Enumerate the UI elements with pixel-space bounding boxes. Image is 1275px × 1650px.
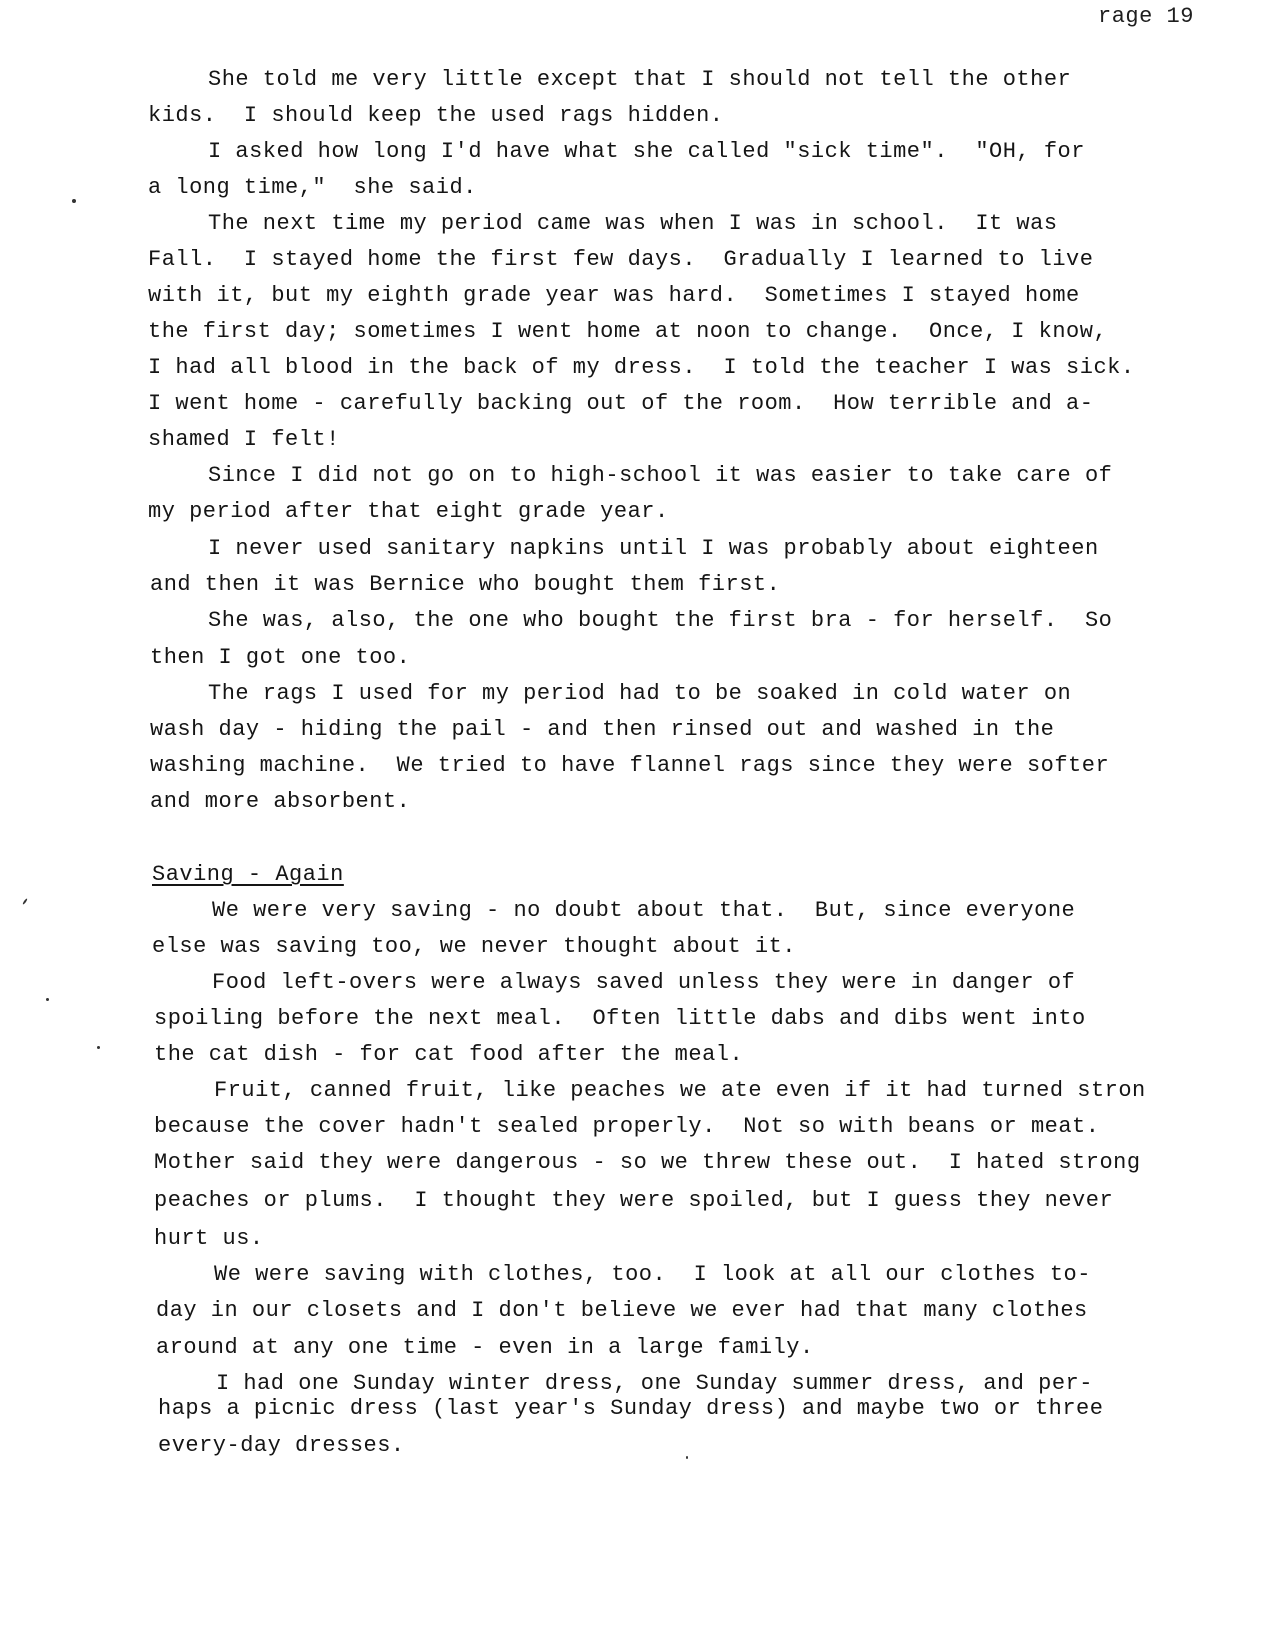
text-line: with it, but my eighth grade year was hard. Sometimes I stayed home bbox=[148, 283, 1080, 308]
text-line: my period after that eight grade year. bbox=[148, 499, 669, 524]
text-line: every-day dresses. bbox=[158, 1433, 405, 1458]
text-line: We were very saving - no doubt about that. But, since everyone bbox=[212, 898, 1076, 923]
text-line: and then it was Bernice who bought them first. bbox=[150, 572, 781, 597]
text-line: wash day - hiding the pail - and then rinsed out and washed in the bbox=[150, 717, 1055, 742]
text-line: She told me very little except that I should not tell the other bbox=[208, 67, 1072, 92]
text-line: shamed I felt! bbox=[148, 427, 340, 452]
page-number: rage 19 bbox=[1098, 4, 1194, 29]
text-line: We were saving with clothes, too. I look at all our clothes to- bbox=[214, 1262, 1091, 1287]
text-line: and more absorbent. bbox=[150, 789, 411, 814]
text-line: then I got one too. bbox=[150, 645, 411, 670]
scan-speck bbox=[22, 898, 28, 905]
scan-speck bbox=[686, 1456, 688, 1459]
scan-speck bbox=[72, 199, 76, 203]
text-line: a long time," she said. bbox=[148, 175, 477, 200]
text-line: day in our closets and I don't believe we ever had that many clothes bbox=[156, 1298, 1088, 1323]
scan-speck bbox=[97, 1046, 100, 1049]
text-line: hurt us. bbox=[154, 1226, 264, 1251]
text-line: The next time my period came was when I was in school. It was bbox=[208, 211, 1058, 236]
text-line: spoiling before the next meal. Often little dabs and dibs went into bbox=[154, 1006, 1086, 1031]
text-line: Since I did not go on to high-school it was easier to take care of bbox=[208, 463, 1113, 488]
text-line: kids. I should keep the used rags hidden. bbox=[148, 103, 724, 128]
text-line: haps a picnic dress (last year's Sunday dress) and maybe two or three bbox=[158, 1396, 1104, 1421]
text-line: Fruit, canned fruit, like peaches we ate even if it had turned stron bbox=[214, 1078, 1146, 1103]
text-line: I had all blood in the back of my dress. I told the teacher I was sick. bbox=[148, 355, 1135, 380]
text-line: I had one Sunday winter dress, one Sunday summer dress, and per- bbox=[216, 1371, 1093, 1396]
text-line: washing machine. We tried to have flannel rags since they were softer bbox=[150, 753, 1110, 778]
text-line: Food left-overs were always saved unless they were in danger of bbox=[212, 970, 1076, 995]
text-line: I asked how long I'd have what she called "sick time". "OH, for bbox=[208, 139, 1085, 164]
section-heading: Saving - Again bbox=[152, 862, 344, 887]
text-line: I went home - carefully backing out of the room. How terrible and a- bbox=[148, 391, 1094, 416]
text-line: Mother said they were dangerous - so we threw these out. I hated strong bbox=[154, 1150, 1141, 1175]
text-line: else was saving too, we never thought about it. bbox=[152, 934, 797, 959]
text-line: the first day; sometimes I went home at noon to change. Once, I know, bbox=[148, 319, 1108, 344]
text-line: the cat dish - for cat food after the meal. bbox=[154, 1042, 744, 1067]
text-line: She was, also, the one who bought the first bra - for herself. So bbox=[208, 608, 1113, 633]
scan-speck bbox=[46, 998, 49, 1001]
text-line: I never used sanitary napkins until I was probably about eighteen bbox=[208, 536, 1099, 561]
text-line: around at any one time - even in a large family. bbox=[156, 1335, 814, 1360]
text-line: peaches or plums. I thought they were spoiled, but I guess they never bbox=[154, 1188, 1114, 1213]
text-line: The rags I used for my period had to be soaked in cold water on bbox=[208, 681, 1072, 706]
text-line: Fall. I stayed home the first few days. Gradually I learned to live bbox=[148, 247, 1094, 272]
text-line: because the cover hadn't sealed properly. Not so with beans or meat. bbox=[154, 1114, 1100, 1139]
